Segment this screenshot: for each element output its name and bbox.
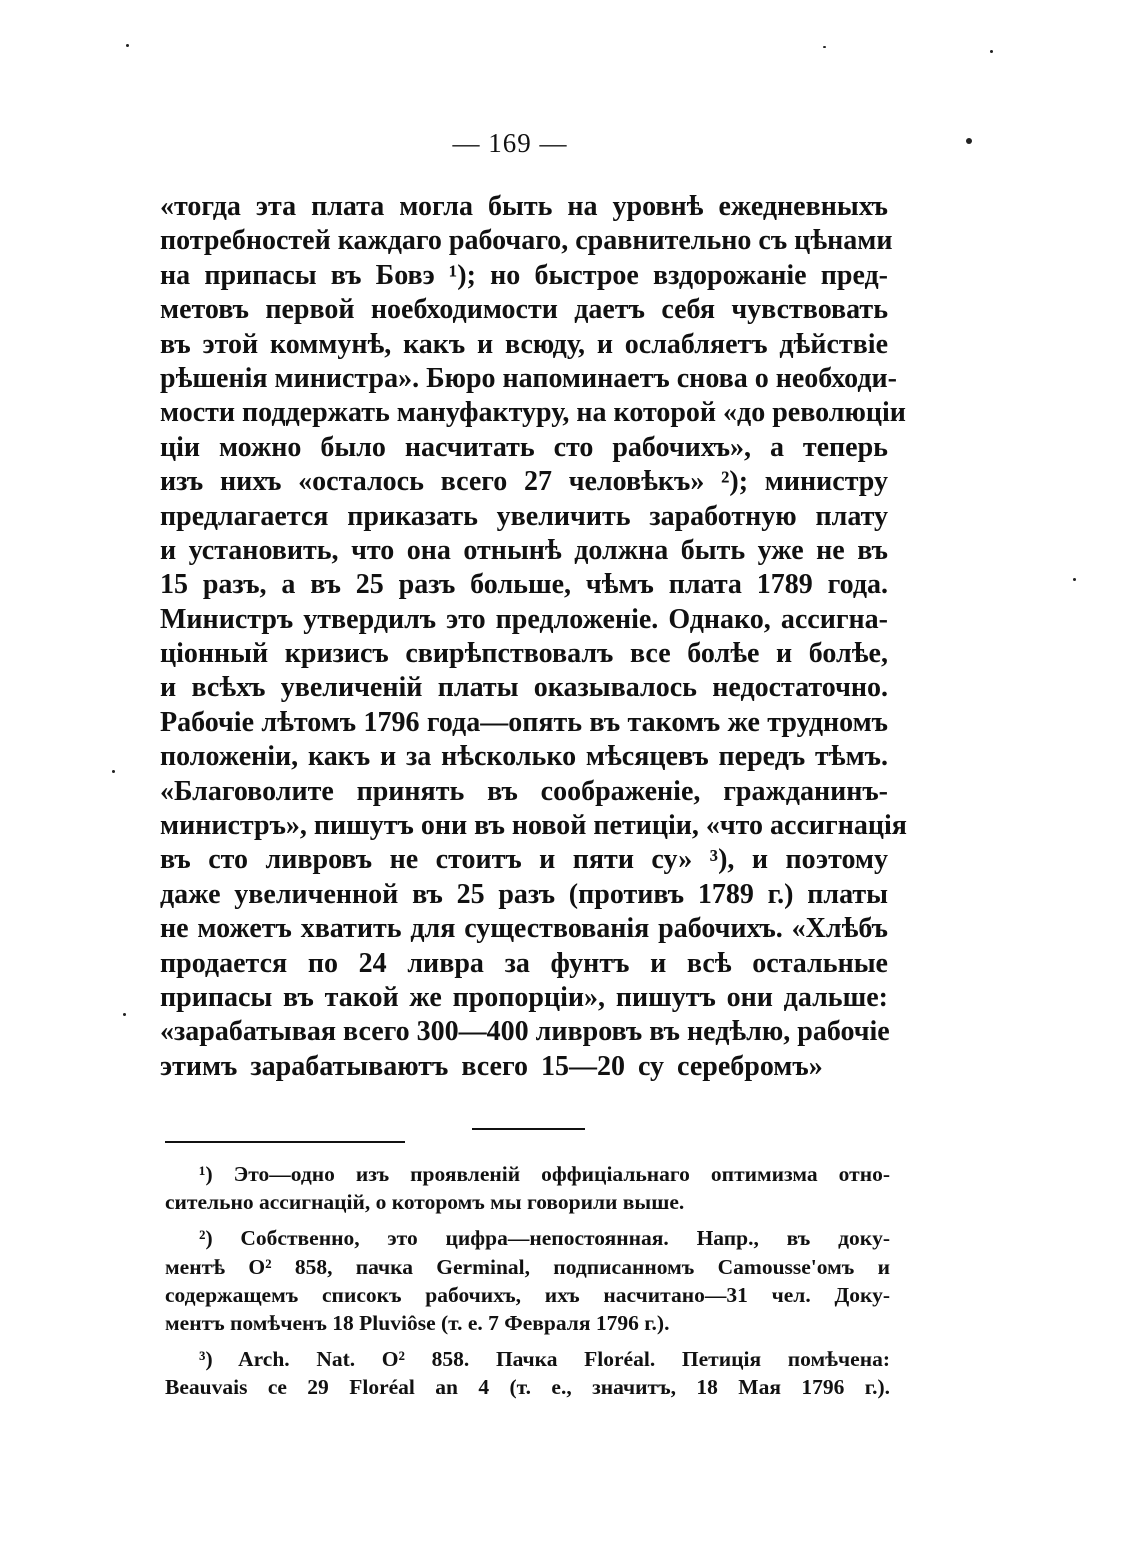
text-line: припасы въ такой же пропорціи», пишутъ они дальше: [160, 981, 888, 1013]
text-line: Рабочіе лѣтомъ 1796 года—опять въ такомъ же трудномъ [160, 706, 888, 738]
footnote-rule [165, 1141, 405, 1143]
text-line: метовъ первой ноебходимости даетъ себя чувствовать [160, 294, 888, 326]
text-line: продается по 24 ливра за фунтъ и всѣ остальные [160, 947, 888, 979]
footnote-line: ментъ помѣченъ 18 Pluviôse (т. е. 7 Февраля 1796 г.). [165, 1310, 670, 1335]
text-line: положеніи, какъ и за нѣсколько мѣсяцевъ передъ тѣмъ. [160, 741, 888, 773]
text-line: въ сто ливровъ не стоитъ и пяти су» ³), и поэтому [160, 844, 888, 876]
scan-speck [126, 44, 129, 47]
footnote-line: ³) Arch. Nat. O² 858. Пачка Floréal. Петиція помѣчена: [199, 1347, 890, 1372]
text-line: рѣшенія министра». Бюро напоминаетъ снова о необходи- [160, 362, 897, 394]
footnotes [165, 1160, 890, 1410]
footnote-2 [165, 1224, 890, 1337]
footnote-line: содержащемъ списокъ рабочихъ, ихъ насчитано—31 чел. Доку- [165, 1282, 890, 1307]
text-line: Министръ утвердилъ это предложеніе. Однако, ассигна- [160, 603, 888, 635]
text-line: въ этой коммунѣ, какъ и всюду, и ослабляетъ дѣйствіе [160, 328, 888, 360]
footnote-line: сительно ассигнацій, о которомъ мы говорили выше. [165, 1190, 685, 1215]
scan-speck [990, 50, 993, 53]
text-line: не можетъ хватить для существованія рабочихъ. «Хлѣбъ [160, 913, 888, 945]
page-number: — 169 — [452, 128, 568, 158]
text-line: даже увеличенной въ 25 разъ (противъ 1789 г.) платы [160, 878, 888, 910]
text-line: 15 разъ, а въ 25 разъ больше, чѣмъ плата 1789 года. [160, 569, 888, 601]
footnote-line: Beauvais ce 29 Floréal an 4 (т. е., значитъ, 18 Мая 1796 г.). [165, 1375, 890, 1400]
text-line: потребностей каждаго рабочаго, сравнительно съ цѣнами [160, 225, 893, 257]
text-line: мости поддержать мануфактуру, на которой «до революціи [160, 397, 906, 429]
text-line: министръ», пишутъ они въ новой петиціи, «что ассигнація [160, 810, 907, 842]
footnote-line: ¹) Это—одно изъ проявленій оффиціальнаго оптимизма отно- [199, 1162, 890, 1186]
footnote-line: ментѣ O² 858, пачка Germinal, подписанномъ Camousse'омъ и [165, 1254, 890, 1279]
text-line: изъ нихъ «осталось всего 27 человѣкъ» ²); министру [160, 466, 888, 498]
footnote-3 [165, 1345, 890, 1401]
text-line: «тогда эта плата могла быть на уровнѣ ежедневныхъ [160, 191, 888, 222]
scan-speck [123, 1013, 126, 1016]
text-line: ціи можно было насчитать сто рабочихъ», а теперь [160, 431, 888, 463]
scan-speck [112, 770, 115, 773]
scan-speck [1073, 578, 1076, 581]
scan-speck [966, 138, 972, 144]
footnote-1 [165, 1160, 890, 1216]
text-line: и всѣхъ увеличеній платы оказывалось недостаточно. [160, 672, 888, 704]
text-line: и установить, что она отнынѣ должна быть уже не въ [160, 534, 888, 566]
text-line: этимъ зарабатываютъ всего 15—20 су серебромъ» [160, 1050, 823, 1082]
text-line: на припасы въ Бовэ ¹); но быстрое вздорожаніе пред- [160, 259, 888, 291]
section-divider [472, 1128, 585, 1130]
text-line: «Благоволите принять въ соображеніе, гражданинъ- [160, 775, 888, 807]
scan-speck [823, 46, 826, 48]
text-line: ціонный кризисъ свирѣпствовалъ все болѣе и болѣе, [160, 638, 888, 670]
text-line: «зарабатывая всего 300—400 ливровъ въ недѣлю, рабочіе [160, 1016, 890, 1048]
footnote-line: ²) Собственно, это цифра—непостоянная. Напр., въ докy- [199, 1226, 890, 1251]
text-line: предлагается приказать увеличить заработную плату [160, 500, 888, 532]
body-text [160, 190, 907, 1084]
